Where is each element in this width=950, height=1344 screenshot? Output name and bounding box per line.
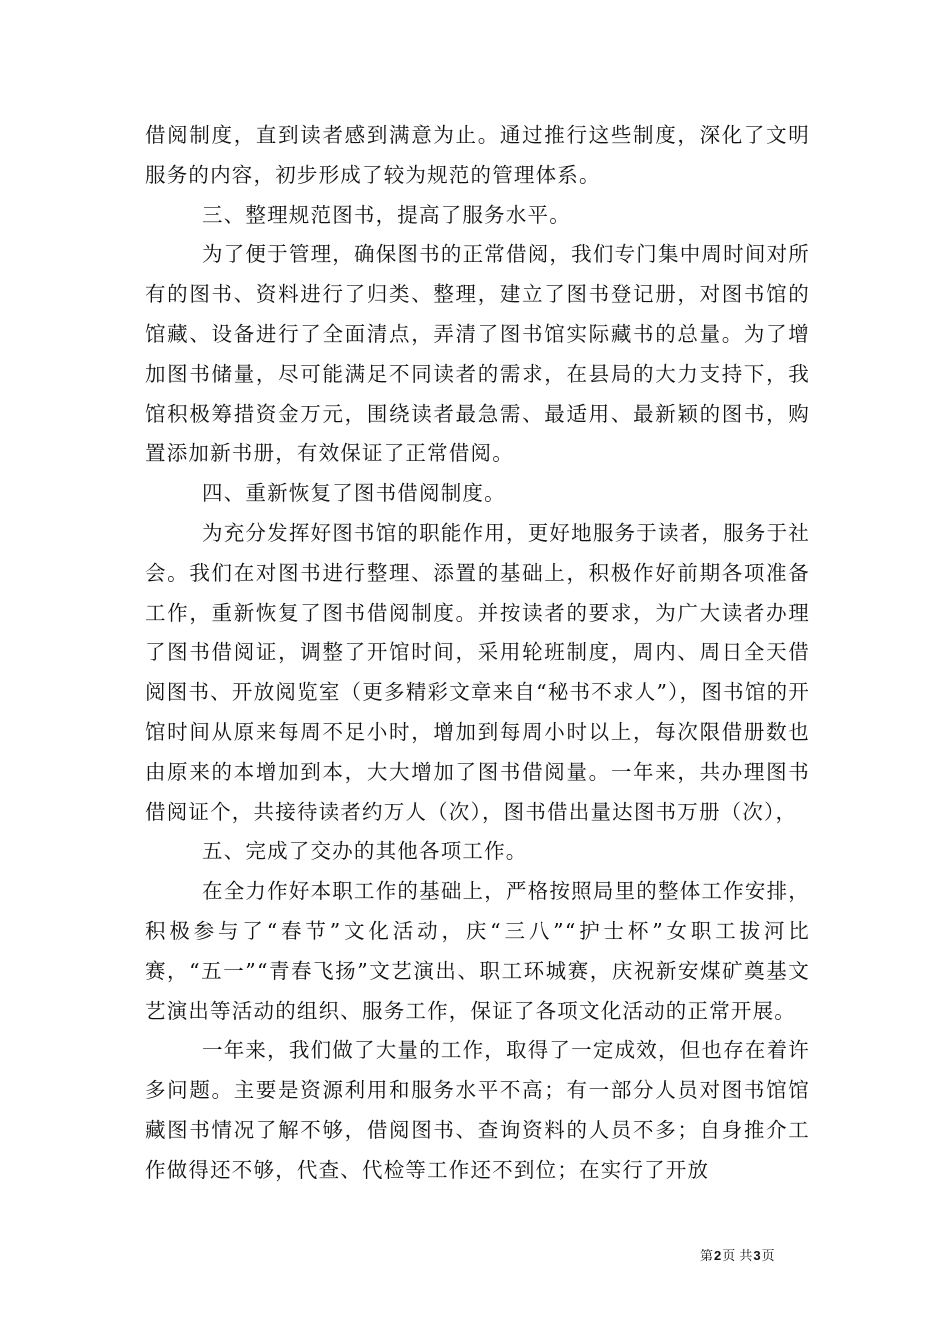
footer-suffix: 页 [761,1249,775,1264]
paragraph: 三、整理规范图书，提高了服务水平。 [202,202,571,227]
paragraph: 为充分发挥好图书馆的职能作用，更好地服务于读者，服务于社会。我们在对图书进行整理、添置的基础上，积极作好前期各项准备工作，重新恢复了图书借阅制度。并按读者的要求，为广大读者办理了图书借阅证，调整了开馆时间，采用轮班制度，周内、周日全天借阅图书、开放阅览室（更多精彩文章来自“秘书不求人”），图书馆的开馆时间从原来每周不足小时，增加到每周小时以上，每次限借册数也由原来的本增加到本，大大增加了图书借阅量。一年来，共办理图书借阅证个，共接待读者约万人（次），图书借出量达图书万册（次）， [145,520,810,824]
paragraph: 借阅制度，直到读者感到满意为止。通过推行这些制度，深化了文明服务的内容，初步形成了较为规范的管理体系。 [145,123,810,187]
footer-middle: 页 共 [722,1249,753,1264]
body-text [145,116,810,1191]
total-page-number: 3 [753,1248,761,1263]
paragraph: 在全力作好本职工作的基础上，严格按照局里的整体工作安排，积极参与了“春节”文化活动，庆“三八”“护士杯”女职工拔河比赛，“五一”“青春飞扬”文艺演出、职工环城赛，庆祝新安煤矿奠基文艺演出等活动的组织、服务工作，保证了各项文化活动的正常开展。 [145,879,810,1023]
paragraph: 五、完成了交办的其他各项工作。 [202,839,528,864]
paragraph: 四、重新恢复了图书借阅制度。 [202,481,506,506]
page-footer [700,1247,830,1266]
footer-prefix: 第 [700,1249,714,1264]
paragraph: 一年来，我们做了大量的工作，取得了一定成效，但也存在着许多问题。主要是资源利用和服务水平不高；有一部分人员对图书馆馆藏图书情况了解不够，借阅图书、查询资料的人员不多；自身推介工作做得还不够，代查、代检等工作还不到位；在实行了开放 [145,1038,810,1182]
current-page-number: 2 [714,1248,722,1263]
paragraph: 为了便于管理，确保图书的正常借阅，我们专门集中周时间对所有的图书、资料进行了归类、整理，建立了图书登记册，对图书馆的馆藏、设备进行了全面清点，弄清了图书馆实际藏书的总量。为了增加图书储量，尽可能满足不同读者的需求，在县局的大力支持下，我馆积极筹措资金万元，围绕读者最急需、最适用、最新颖的图书，购置添加新书册，有效保证了正常借阅。 [145,242,810,466]
